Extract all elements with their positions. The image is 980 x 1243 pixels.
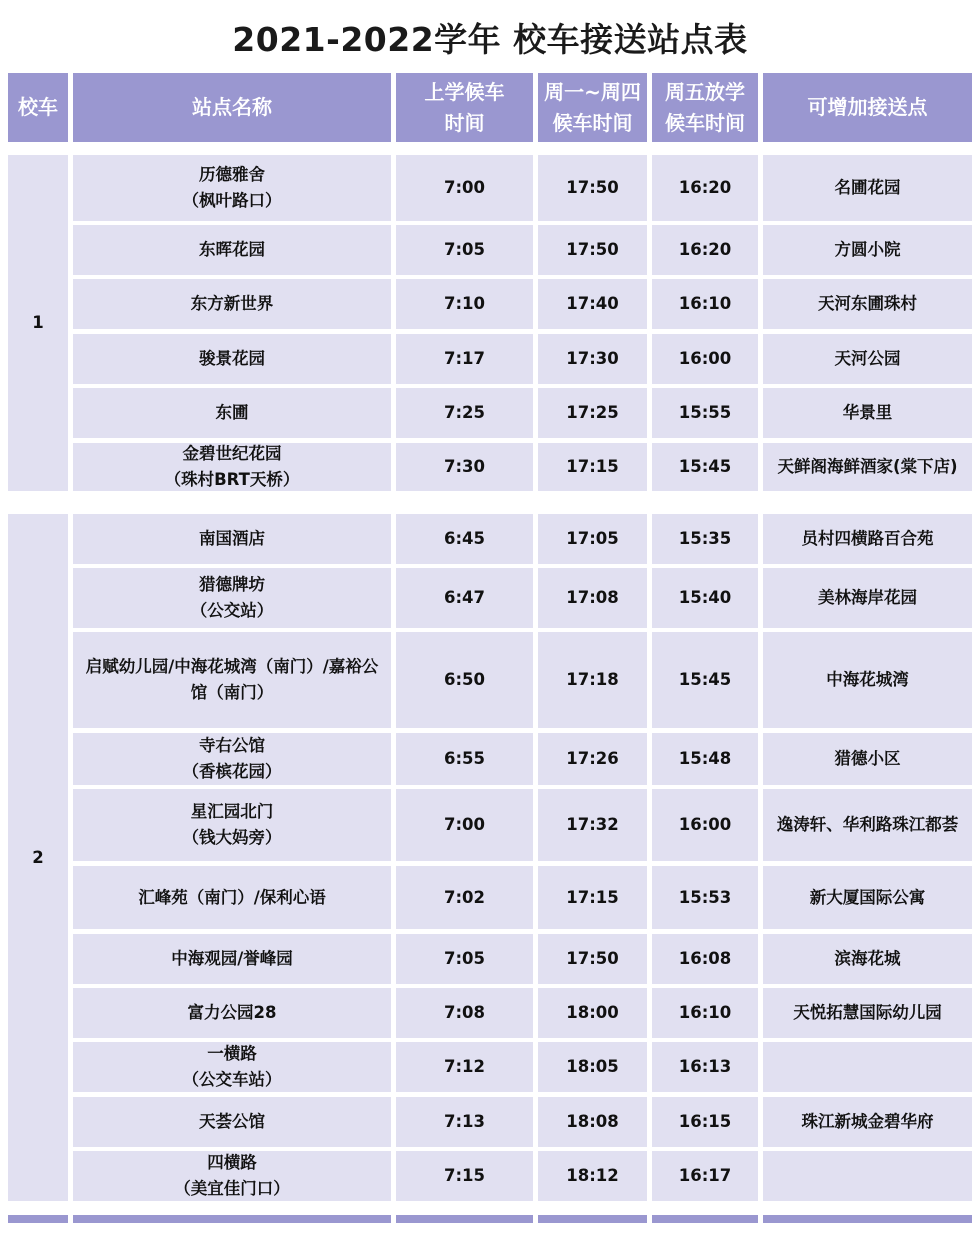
station-name-cell <box>73 443 391 491</box>
friday-cell <box>652 1151 758 1201</box>
mon-thu-value: 17:15 <box>566 887 619 907</box>
friday-cell <box>652 334 758 384</box>
friday-value: 16:10 <box>678 1003 732 1022</box>
friday-cell <box>652 1097 758 1147</box>
station-name-line: 金碧世纪花园 <box>182 444 282 463</box>
bus-number-cell <box>8 514 68 1201</box>
morning-value: 6:50 <box>443 670 486 689</box>
morning-cell <box>396 334 533 384</box>
morning-cell <box>396 514 533 564</box>
friday-value: 16:00 <box>678 349 732 368</box>
morning-value: 7:12 <box>443 1057 486 1076</box>
extra-cell <box>763 568 972 628</box>
friday-value: 16:17 <box>678 1166 732 1185</box>
morning-cell <box>396 934 533 984</box>
mon-thu-cell <box>538 568 647 628</box>
mon-thu-cell <box>538 279 647 329</box>
mon-thu-cell <box>538 388 647 438</box>
table-bottom-bar <box>538 1215 647 1223</box>
station-name-line: （公交站） <box>190 601 274 620</box>
header-bus-label: 校车 <box>18 95 58 119</box>
mon-thu-value: 17:30 <box>566 349 619 368</box>
station-name-cell <box>73 934 391 984</box>
extra-value: 天鲜阁海鲜酒家(棠下店) <box>777 457 958 476</box>
friday-value: 16:20 <box>678 178 732 197</box>
mon-thu-cell <box>538 1151 647 1201</box>
extra-value: 天悦拓慧国际幼儿园 <box>793 1003 942 1022</box>
extra-value: 新大厦国际公寓 <box>809 887 926 907</box>
extra-cell <box>763 155 972 221</box>
mon-thu-value: 17:50 <box>566 949 619 968</box>
mon-thu-cell <box>538 334 647 384</box>
friday-value: 15:45 <box>678 457 732 476</box>
morning-cell <box>396 279 533 329</box>
station-name-line: 启赋幼儿园/中海花城湾（南门）/嘉裕公 <box>85 657 379 676</box>
station-name-line: 东圃 <box>215 403 249 422</box>
mon-thu-cell <box>538 988 647 1038</box>
mon-thu-cell <box>538 1097 647 1147</box>
station-name-line: 东晖花园 <box>199 240 265 259</box>
header-station <box>73 73 391 142</box>
mon-thu-cell <box>538 789 647 861</box>
morning-cell <box>396 568 533 628</box>
friday-value: 15:35 <box>678 529 732 548</box>
header-morning-line2: 时间 <box>444 110 485 135</box>
station-name-cell <box>73 568 391 628</box>
morning-value: 6:55 <box>443 749 486 768</box>
extra-cell <box>763 334 972 384</box>
station-name-cell <box>73 155 391 221</box>
mon-thu-cell <box>538 514 647 564</box>
station-name-line: 一横路 <box>207 1044 257 1063</box>
extra-value: 华景里 <box>842 403 893 422</box>
station-name-line: （珠村BRT天桥） <box>164 470 300 489</box>
extra-cell <box>763 443 972 491</box>
mon-thu-cell <box>538 225 647 275</box>
friday-value: 15:53 <box>678 887 732 907</box>
friday-cell <box>652 443 758 491</box>
morning-cell <box>396 789 533 861</box>
station-name-cell <box>73 1042 391 1092</box>
mon-thu-value: 17:18 <box>566 670 619 689</box>
mon-thu-value: 18:12 <box>566 1166 619 1185</box>
station-name-line: （美宜佳门口） <box>174 1179 290 1198</box>
station-name-line: 历德雅舍 <box>199 165 265 184</box>
station-name-cell <box>73 789 391 861</box>
morning-value: 7:05 <box>443 949 486 968</box>
extra-cell <box>763 1097 972 1147</box>
morning-value: 7:05 <box>443 240 486 259</box>
extra-value: 天河东圃珠村 <box>818 294 917 313</box>
mon-thu-cell <box>538 155 647 221</box>
table-bottom-bar <box>396 1215 533 1223</box>
header-bus <box>8 73 68 142</box>
morning-value: 7:02 <box>443 887 486 907</box>
mon-thu-cell <box>538 934 647 984</box>
mon-thu-value: 17:05 <box>566 529 619 548</box>
station-name-line: 富力公园28 <box>187 1003 277 1022</box>
table-bottom-bar <box>652 1215 758 1223</box>
friday-cell <box>652 568 758 628</box>
mon-thu-value: 18:08 <box>566 1112 619 1131</box>
friday-cell <box>652 733 758 785</box>
table-bottom-bar <box>763 1215 972 1223</box>
friday-cell <box>652 934 758 984</box>
station-name-line: （钱大妈旁） <box>182 828 282 847</box>
extra-value: 逸涛轩、华利路珠江都荟 <box>776 815 959 834</box>
mon-thu-cell <box>538 632 647 728</box>
extra-value: 天河公园 <box>834 349 901 368</box>
station-name-line: （香槟花园） <box>182 762 282 781</box>
friday-value: 15:40 <box>678 588 732 607</box>
morning-cell <box>396 225 533 275</box>
mon-thu-value: 18:00 <box>566 1003 619 1022</box>
friday-cell <box>652 279 758 329</box>
extra-value: 珠江新城金碧华府 <box>801 1112 934 1131</box>
extra-cell <box>763 632 972 728</box>
mon-thu-cell <box>538 1042 647 1092</box>
mon-thu-value: 18:05 <box>566 1057 619 1076</box>
friday-cell <box>652 225 758 275</box>
station-name-cell <box>73 632 391 728</box>
extra-cell <box>763 225 972 275</box>
bus-number: 1 <box>32 313 44 332</box>
morning-cell <box>396 988 533 1038</box>
extra-cell <box>763 866 972 929</box>
bus-number-cell <box>8 155 68 491</box>
extra-cell <box>763 388 972 438</box>
station-name-line: 东方新世界 <box>190 294 274 313</box>
header-morning <box>396 73 533 142</box>
friday-cell <box>652 988 758 1038</box>
friday-value: 16:08 <box>678 949 732 968</box>
morning-cell <box>396 443 533 491</box>
station-name-line: 南国酒店 <box>199 529 265 548</box>
station-name-line: 中海观园/誉峰园 <box>171 949 293 968</box>
header-mon-thu-line2: 候车时间 <box>552 110 633 135</box>
station-name-line: 寺右公馆 <box>199 736 265 755</box>
morning-value: 7:10 <box>443 294 486 313</box>
mon-thu-cell <box>538 866 647 929</box>
friday-cell <box>652 155 758 221</box>
morning-value: 7:13 <box>443 1112 486 1131</box>
friday-cell <box>652 789 758 861</box>
morning-cell <box>396 388 533 438</box>
morning-cell <box>396 1042 533 1092</box>
header-friday-line2: 候车时间 <box>665 110 745 135</box>
header-friday-line1: 周五放学 <box>665 79 745 104</box>
extra-cell <box>763 789 972 861</box>
morning-value: 7:25 <box>443 403 486 422</box>
header-extra-label: 可增加接送点 <box>807 95 928 119</box>
extra-value: 中海花城湾 <box>826 670 909 689</box>
extra-cell <box>763 1042 972 1092</box>
morning-cell <box>396 733 533 785</box>
morning-value: 7:30 <box>443 457 486 476</box>
extra-cell <box>763 733 972 785</box>
morning-value: 7:17 <box>443 349 486 368</box>
friday-value: 16:00 <box>678 815 732 834</box>
morning-cell <box>396 155 533 221</box>
mon-thu-value: 17:50 <box>566 240 619 259</box>
morning-value: 7:00 <box>443 815 486 834</box>
station-name-cell <box>73 514 391 564</box>
extra-value: 美林海岸花园 <box>818 588 917 607</box>
page-title: 2021-2022学年 校车接送站点表 <box>232 20 748 59</box>
morning-cell <box>396 1151 533 1201</box>
station-name-line: 星汇园北门 <box>190 802 274 821</box>
station-name-line: 汇峰苑（南门）/保利心语 <box>138 887 326 907</box>
header-mon-thu-line1: 周一~周四 <box>544 79 641 104</box>
morning-cell <box>396 632 533 728</box>
header-friday <box>652 73 758 142</box>
station-name-line: 馆（南门） <box>190 683 274 702</box>
header-mon-thu <box>538 73 647 142</box>
table-bottom-bar <box>8 1215 68 1223</box>
extra-value: 猎德小区 <box>834 749 901 768</box>
extra-value: 名圃花园 <box>834 178 901 197</box>
mon-thu-value: 17:50 <box>566 178 619 197</box>
table-bottom-bar <box>73 1215 391 1223</box>
station-name-cell <box>73 1151 391 1201</box>
morning-cell <box>396 866 533 929</box>
morning-value: 7:00 <box>443 178 486 197</box>
extra-cell <box>763 1151 972 1201</box>
morning-cell <box>396 1097 533 1147</box>
friday-cell <box>652 866 758 929</box>
morning-value: 7:08 <box>443 1003 486 1022</box>
extra-value: 方圆小院 <box>834 240 901 259</box>
station-name-cell <box>73 334 391 384</box>
friday-value: 15:55 <box>678 403 732 422</box>
header-morning-line1: 上学候车 <box>424 79 505 104</box>
header-extra <box>763 73 972 142</box>
morning-value: 7:15 <box>443 1166 486 1185</box>
friday-cell <box>652 1042 758 1092</box>
friday-value: 15:45 <box>678 670 732 689</box>
extra-cell <box>763 934 972 984</box>
mon-thu-cell <box>538 443 647 491</box>
header-station-label: 站点名称 <box>192 95 272 119</box>
station-name-cell <box>73 1097 391 1147</box>
extra-value: 员村四横路百合苑 <box>801 529 934 548</box>
station-name-cell <box>73 388 391 438</box>
station-name-line: 四横路 <box>207 1153 257 1172</box>
mon-thu-value: 17:08 <box>566 588 619 607</box>
station-name-cell <box>73 733 391 785</box>
extra-cell <box>763 514 972 564</box>
station-name-cell <box>73 866 391 929</box>
friday-cell <box>652 514 758 564</box>
station-name-line: （枫叶路口） <box>182 191 282 210</box>
mon-thu-value: 17:26 <box>566 749 619 768</box>
bus-number: 2 <box>32 847 44 867</box>
morning-value: 6:47 <box>443 588 486 607</box>
station-name-line: 骏景花园 <box>199 349 265 368</box>
friday-value: 16:15 <box>678 1112 732 1131</box>
station-name-cell <box>73 988 391 1038</box>
station-name-cell <box>73 225 391 275</box>
friday-value: 15:48 <box>678 749 732 768</box>
mon-thu-value: 17:25 <box>566 403 619 422</box>
friday-value: 16:10 <box>678 294 732 313</box>
mon-thu-cell <box>538 733 647 785</box>
mon-thu-value: 17:32 <box>566 815 619 834</box>
extra-cell <box>763 279 972 329</box>
station-name-cell <box>73 279 391 329</box>
mon-thu-value: 17:40 <box>566 294 619 313</box>
friday-value: 16:20 <box>678 240 732 259</box>
friday-cell <box>652 388 758 438</box>
morning-value: 6:45 <box>443 529 486 548</box>
mon-thu-value: 17:15 <box>566 457 619 476</box>
friday-cell <box>652 632 758 728</box>
extra-value: 滨海花城 <box>834 949 901 968</box>
station-name-line: 天荟公馆 <box>199 1112 265 1131</box>
station-name-line: 猎德牌坊 <box>199 575 265 594</box>
friday-value: 16:13 <box>678 1057 732 1076</box>
station-name-line: （公交车站） <box>182 1070 282 1089</box>
extra-cell <box>763 988 972 1038</box>
